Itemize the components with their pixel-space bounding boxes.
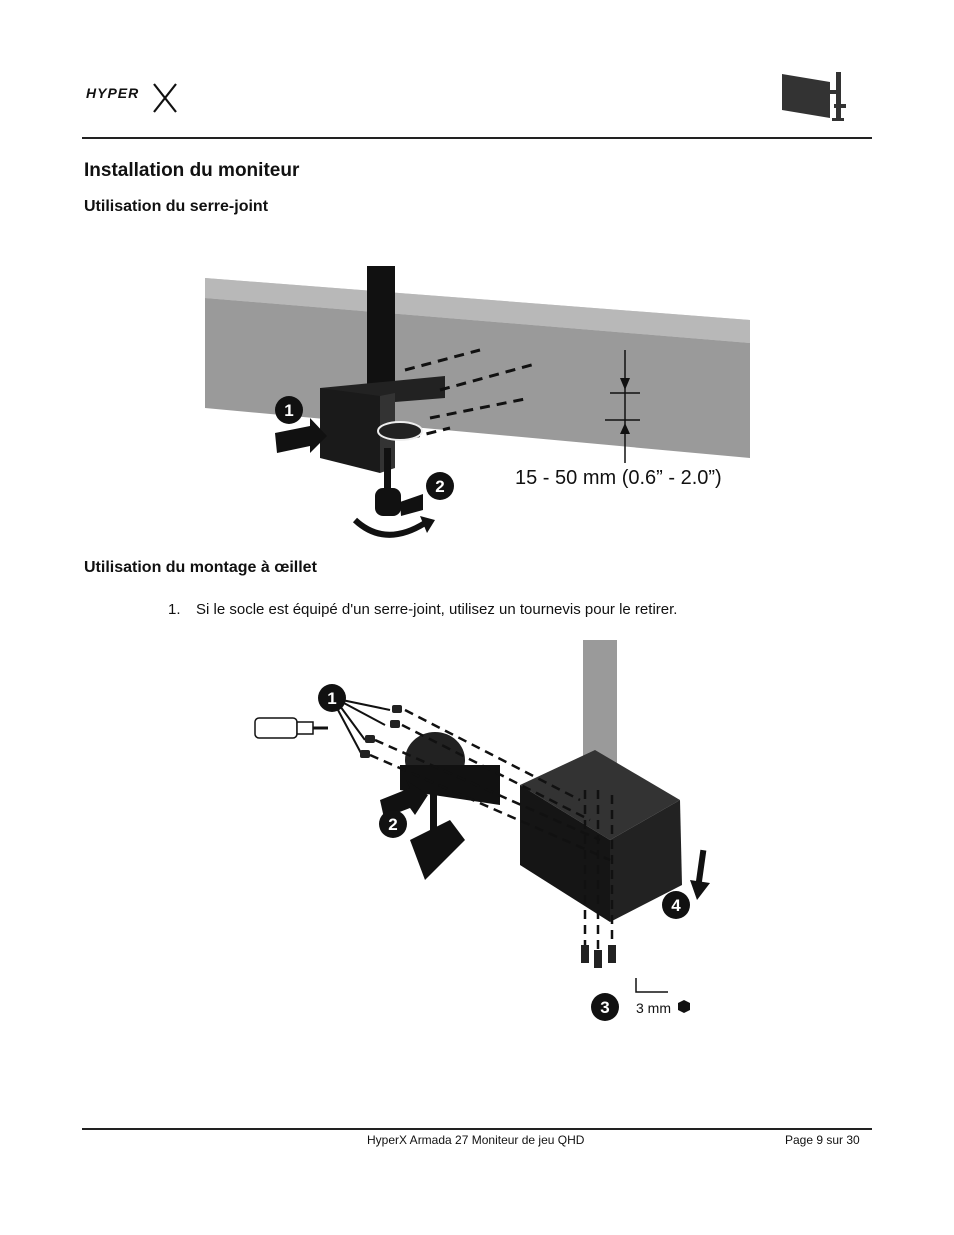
step-number: 1.: [168, 601, 181, 618]
grommet-mount-figure: [250, 640, 710, 1030]
callout-2: 2: [388, 815, 398, 834]
callout-2: 2: [435, 477, 445, 496]
screwdriver-icon: [255, 718, 328, 738]
pole: [583, 640, 617, 768]
hex-icon: [678, 1000, 690, 1013]
subsection-title-grommet: Utilisation du montage à œillet: [84, 559, 317, 576]
callout-3: 3: [600, 998, 610, 1017]
hyperx-logo: [84, 78, 184, 114]
callout-1: 1: [284, 401, 294, 420]
monitor-arm-icon: [778, 70, 852, 124]
callout-4: 4: [671, 896, 681, 915]
header-rule: [82, 137, 872, 139]
pole: [367, 266, 395, 391]
clamp-body: [320, 388, 380, 473]
subsection-title-clamp: Utilisation du serre-joint: [84, 198, 269, 215]
footer-rule: [82, 1128, 872, 1130]
clamp-installation-figure: [195, 258, 760, 550]
step-text: Si le socle est équipé d'un serre-joint, utilisez un tournevis pour le retirer.: [196, 601, 678, 618]
callout-1: 1: [327, 689, 337, 708]
hex-key-icon: [636, 978, 668, 992]
dimension-label: 15 - 50 mm (0.6” - 2.0”): [515, 467, 722, 489]
section-title: Installation du moniteur: [84, 160, 300, 181]
tool-label: 3 mm: [636, 1000, 671, 1016]
footer-title: HyperX Armada 27 Moniteur de jeu QHD: [367, 1133, 585, 1147]
svg-text:HYPER: HYPER: [86, 85, 140, 101]
page-number: Page 9 sur 30: [785, 1133, 860, 1147]
